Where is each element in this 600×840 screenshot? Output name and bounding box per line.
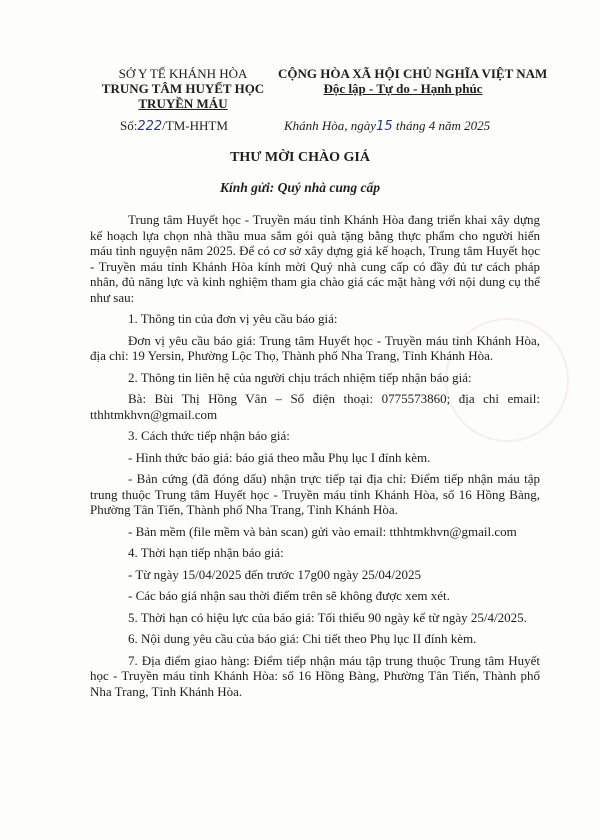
salutation: Kính gửi: Quý nhà cung cấp [220, 180, 380, 195]
section-3-item-c: - Bản mềm (file mềm và bản scan) gửi vào email: tthhtmkhvn@gmail.com [128, 523, 517, 539]
section-3-item-b: - Bản cứng (đã đóng dấu) nhận trực tiếp tại địa chỉ: Điểm tiếp nhận máu tập trung thuộc Trung tâm Huyết học - Truyền máu tỉnh Khánh Hòa, số 16 Hồng Bàng, Phường Tân Tiến, Thành phố Nha Trang, Tỉnh Khánh Hòa. [90, 471, 540, 517]
section-3-item-a: - Hình thức báo giá: báo giá theo mẫu Phụ lục I đính kèm. [128, 449, 431, 465]
nation-title: CỘNG HÒA XÃ HỘI CHỦ NGHĨA VIỆT NAM [278, 66, 548, 81]
document-body [90, 212, 540, 705]
document-title: THƯ MỜI CHÀO GIÁ [230, 150, 370, 165]
section-1-heading: 1. Thông tin của đơn vị yêu cầu báo giá: [128, 311, 338, 326]
date-day-handwritten: 15 [376, 119, 393, 134]
document-number [120, 118, 228, 134]
issuer-block [88, 66, 278, 111]
docno-suffix: /TM-HHTM [162, 118, 228, 133]
section-4-item-a: - Từ ngày 15/04/2025 đến trước 17g00 ngày 25/04/2025 [128, 566, 421, 582]
section-5-text: 5. Thời hạn có hiệu lực của báo giá: Tối thiểu 90 ngày kể từ ngày 25/4/2025. [128, 609, 527, 625]
docno-handwritten: 222 [137, 119, 163, 134]
organization-name-line2: TRUYỀN MÁU [138, 96, 228, 111]
section-3-heading: 3. Cách thức tiếp nhận báo giá: [128, 428, 290, 443]
national-motto: Độc lập - Tự do - Hạnh phúc [323, 81, 483, 96]
national-heading [278, 66, 548, 97]
section-1-text: Đơn vị yêu cầu báo giá: Trung tâm Huyết học - Truyền máu tỉnh Khánh Hòa, địa chỉ: 19 Yersin, Phường Lộc Thọ, Thành phố Nha Trang, Tỉnh Khánh Hòa. [90, 332, 540, 363]
section-4-item-b: - Các báo giá nhận sau thời điểm trên sẽ không được xem xét. [128, 588, 450, 603]
date-suffix: tháng 4 năm 2025 [392, 118, 491, 133]
department-name: SỞ Y TẾ KHÁNH HÒA [118, 66, 248, 81]
section-2-text: Bà: Bùi Thị Hồng Vân – Số điện thoại: 0775573860; địa chỉ email: tthhtmkhvn@gmail.com [90, 391, 540, 422]
organization-name-line1: TRUNG TÂM HUYẾT HỌC [101, 81, 265, 96]
intro-paragraph: Trung tâm Huyết học - Truyền máu tỉnh Khánh Hòa đang triển khai xây dựng kế hoạch lựa chọn nhà thầu mua sắm gói quà tặng bằng thực phẩm cho người hiến máu tình nguyện năm 2025. Để có cơ sở xây dựng giá kế hoạch, Trung tâm Huyết học - Truyền máu tỉnh Khánh Hòa kính mời Quý nhà cung cấp có đầy đủ tư cách pháp nhân, đủ năng lực và kinh nghiệm tham gia chào giá các mặt hàng với nội dung cụ thể như sau: [90, 212, 540, 305]
issue-date [284, 118, 490, 134]
section-2-heading: 2. Thông tin liên hệ của người chịu trách nhiệm tiếp nhận báo giá: [128, 369, 472, 385]
docno-prefix: Số: [120, 118, 138, 133]
section-7-text: 7. Địa điểm giao hàng: Điểm tiếp nhận máu tập trung thuộc Trung tâm Huyết học - Truyền máu tỉnh Khánh Hòa: số 16 Hồng Bàng, Phường Tân Tiến, Thành phố Nha Trang, Tỉnh Khánh Hòa. [90, 652, 540, 699]
date-prefix: Khánh Hòa, ngày [284, 118, 377, 133]
section-6-text: 6. Nội dung yêu cầu của báo giá: Chi tiết theo Phụ lục II đính kèm. [128, 631, 477, 646]
section-4-heading: 4. Thời hạn tiếp nhận báo giá: [128, 545, 284, 560]
